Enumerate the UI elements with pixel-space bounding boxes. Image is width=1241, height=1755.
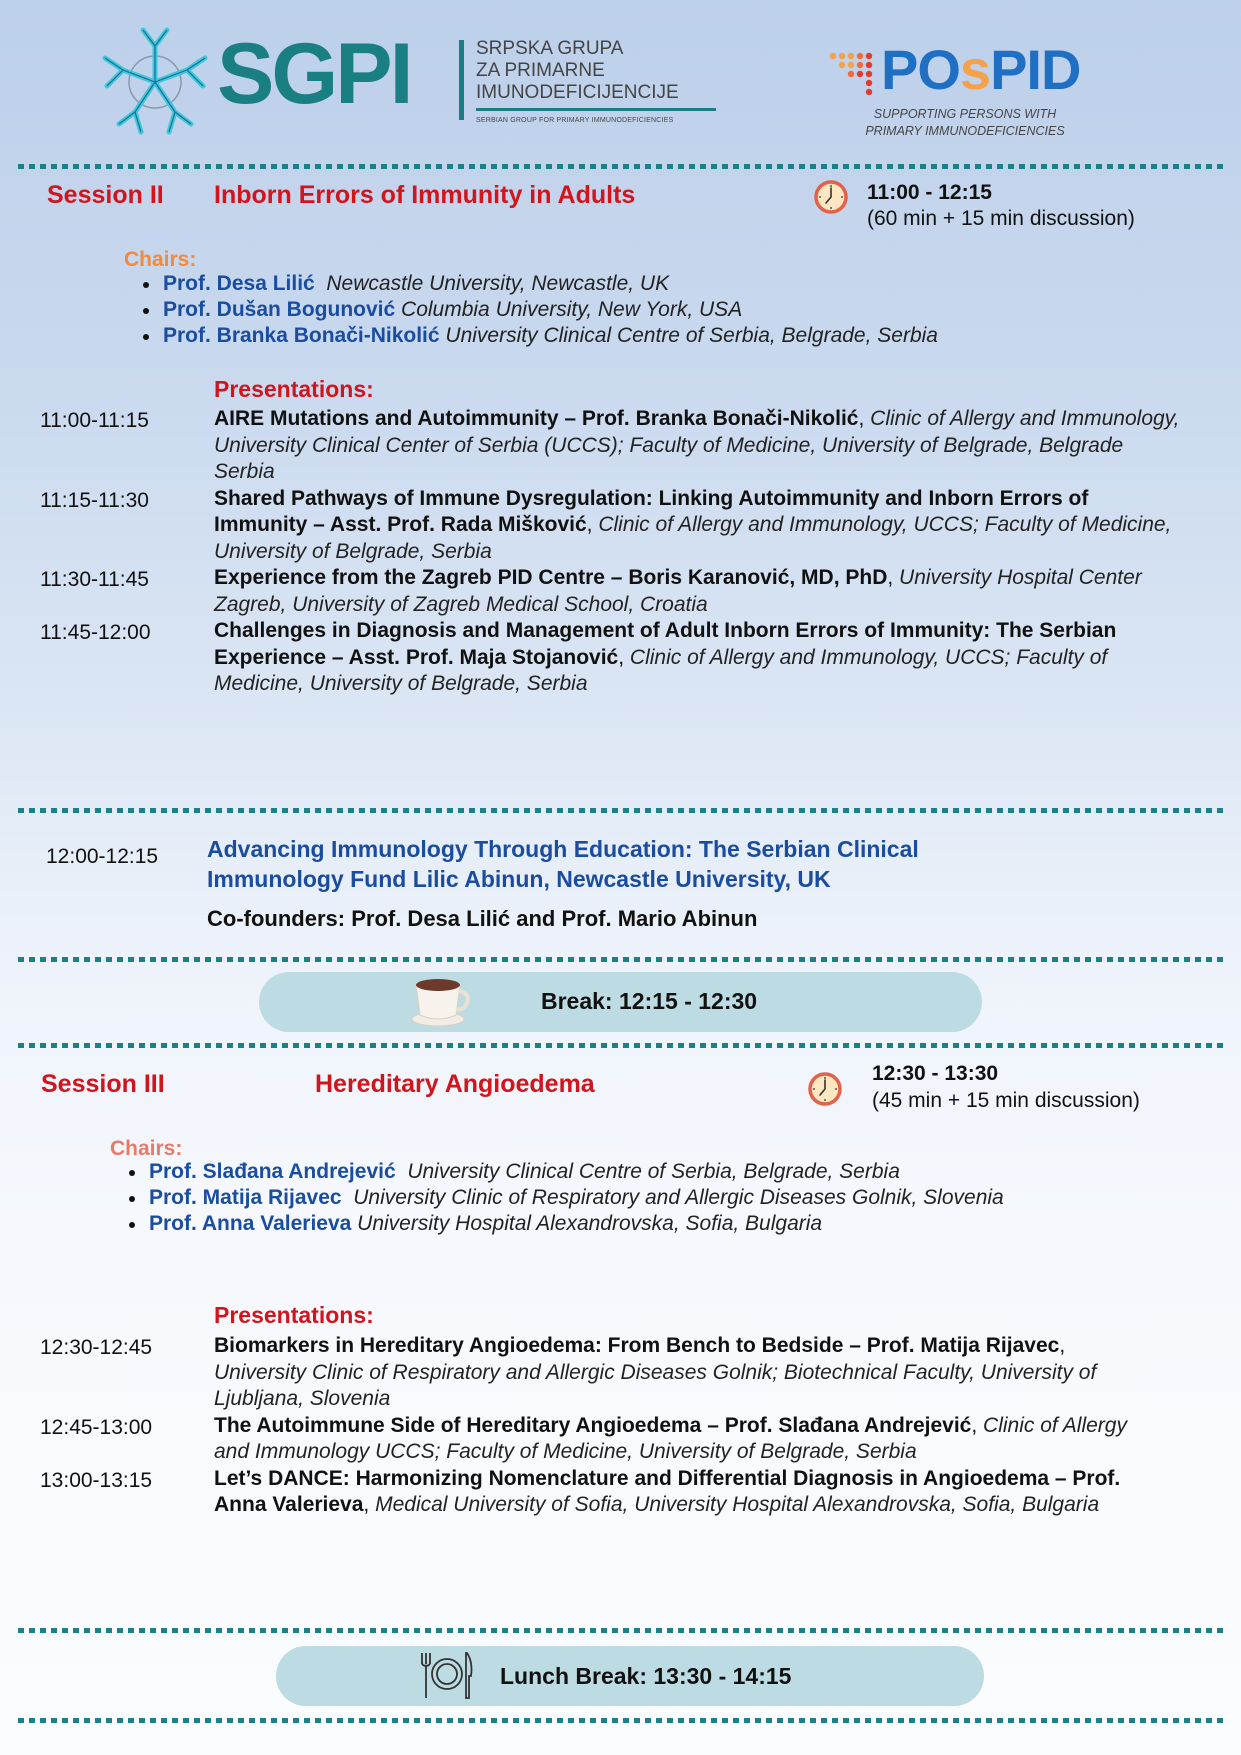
presentation-item: AIRE Mutations and Autoimmunity – Prof. Branka Bonači-Nikolić, Clinic of Allergy and Immunology, University Clinical Center of Serbia (UCCS); Faculty of Medicine, University of Belgrade, Belgrade Serbia — [214, 407, 1180, 483]
presentation-item: Experience from the Zagreb PID Centre – Boris Karanović, MD, PhD, University Hospital Center Zagreb, University of Zagreb Medical School, Croatia — [214, 566, 1142, 616]
clock-icon — [814, 180, 848, 214]
presentation-time: 11:00-11:15 — [40, 409, 149, 432]
presentation-row — [40, 486, 1200, 566]
sgpi-acronym-box — [217, 26, 453, 122]
session2-presentations-label: Presentations: — [214, 376, 374, 402]
session3-chairs-label: Chairs: — [110, 1137, 183, 1160]
session3-presentations-label: Presentations: — [214, 1302, 374, 1328]
divider — [18, 1628, 1223, 1633]
session3-presentations-list — [40, 1333, 1200, 1519]
session2-label: Session II — [47, 181, 164, 209]
sgpi-underline — [476, 108, 716, 111]
chair-item: Prof. Slađana Andrejević University Clinical Centre of Serbia, Belgrade, Serbia — [149, 1159, 1109, 1185]
pospid-tagline-1: SUPPORTING PERSONS WITH — [873, 107, 1057, 121]
session2-presentations-list — [40, 406, 1200, 698]
plate-cutlery-icon — [417, 1650, 477, 1702]
coffee-cup-icon — [408, 975, 474, 1029]
presentation-time: 12:45-13:00 — [40, 1415, 153, 1439]
pospid-wordmark — [881, 40, 1080, 100]
chair-item: Prof. Dušan Bogunović Columbia University, New York, USA — [163, 297, 1223, 323]
break-label: Break: 12:15 - 12:30 — [541, 988, 758, 1014]
presentation-row — [40, 1333, 1200, 1413]
presentation-time: 11:30-11:45 — [40, 568, 149, 591]
lunch-label: Lunch Break: 13:30 - 14:15 — [500, 1663, 792, 1689]
session2-title: Inborn Errors of Immunity in Adults — [214, 181, 636, 209]
presentation-time: 13:00-13:15 — [40, 1468, 153, 1492]
special-cofounders: Co-founders: Prof. Desa Lilić and Prof. Mario Abinun — [207, 906, 758, 931]
pospid-s: s — [959, 38, 991, 101]
presentation-item: Challenges in Diagnosis and Management of Adult Inborn Errors of Immunity: The Serbian Experience – Asst. Prof. Maja Stojanović, Clinic of Allergy and Immunology, UCCS; Faculty of Medicine, University of Belgrade, Serbia — [214, 619, 1117, 695]
presentation-time: 11:15-11:30 — [40, 488, 149, 512]
presentation-row — [40, 406, 1200, 486]
sgpi-acronym: SGPI — [217, 26, 411, 122]
chair-item: Prof. Desa Lilić Newcastle University, Newcastle, UK — [163, 271, 1223, 297]
dot-grid-icon — [829, 52, 881, 96]
clock-icon — [808, 1072, 842, 1106]
special-title-line1: Advancing Immunology Through Education: The Serbian Clinical — [207, 836, 919, 862]
sgpi-subtitle: SERBIAN GROUP FOR PRIMARY IMMUNODEFICIENCIES — [476, 117, 674, 124]
sgpi-divider — [459, 40, 464, 120]
chair-item: Prof. Matija Rijavec University Clinic of Respiratory and Allergic Diseases Golnik, Slovenia — [149, 1185, 1109, 1211]
session3-title: Hereditary Angioedema — [315, 1070, 595, 1098]
pospid-po: PO — [881, 38, 960, 101]
pospid-tagline-2: PRIMARY IMMUNODEFICIENCIES — [865, 124, 1065, 138]
session3-duration: (45 min + 15 min discussion) — [872, 1089, 1140, 1112]
pospid-logo — [825, 40, 1115, 140]
special-title-line2: Immunology Fund Lilic Abinun, Newcastle University, UK — [207, 866, 831, 892]
antibody-emblem-icon — [95, 24, 215, 136]
sgpi-line2: ZA PRIMARNE — [476, 60, 605, 81]
presentation-row — [40, 1413, 1200, 1466]
session3-chairs-list — [123, 1159, 1109, 1237]
presentation-row — [40, 565, 1200, 618]
sgpi-line1: SRPSKA GRUPA — [476, 38, 624, 59]
pospid-pid: PID — [990, 38, 1081, 101]
divider — [18, 1043, 1223, 1048]
presentation-item: Let’s DANCE: Harmonizing Nomenclature and Differential Diagnosis in Angioedema – Prof. Anna Valerieva, Medical University of Sofia, University Hospital Alexandrovska, Sofia, Bulgaria — [214, 1466, 1121, 1516]
chair-item: Prof. Branka Bonači-Nikolić University Clinical Centre of Serbia, Belgrade, Serbia — [163, 323, 1223, 349]
session2-time: 11:00 - 12:15 — [867, 181, 992, 204]
sgpi-logo — [95, 24, 715, 136]
presentation-time: 11:45-12:00 — [40, 621, 151, 644]
presentation-item: The Autoimmune Side of Hereditary Angioedema – Prof. Slađana Andrejević, Clinic of Allergy and Immunology UCCS; Faculty of Medicine, University of Belgrade, Serbia — [214, 1413, 1127, 1463]
session2-chairs-list — [137, 271, 1223, 349]
presentation-item: Shared Pathways of Immune Dysregulation: Linking Autoimmunity and Inborn Errors of Immunity – Asst. Prof. Rada Mišković, Clinic of Allergy and Immunology, UCCS; Faculty of Medicine, University of Belgrade, Serbia — [214, 486, 1172, 563]
special-time: 12:00-12:15 — [46, 845, 159, 868]
presentation-item: Biomarkers in Hereditary Angioedema: From Bench to Bedside – Prof. Matija Rijavec, University Clinic of Respiratory and Allergic Diseases Golnik; Biotechnical Faculty, University of Ljubljana, Slovenia — [214, 1334, 1097, 1410]
chair-item: Prof. Anna Valerieva University Hospital Alexandrovska, Sofia, Bulgaria — [149, 1211, 1109, 1237]
divider — [18, 957, 1223, 962]
divider — [18, 164, 1223, 169]
presentation-time: 12:30-12:45 — [40, 1336, 153, 1359]
presentation-row — [40, 1466, 1200, 1519]
divider — [18, 808, 1223, 813]
session2-duration: (60 min + 15 min discussion) — [867, 207, 1135, 230]
divider — [18, 1718, 1223, 1723]
presentation-row — [40, 618, 1200, 698]
sgpi-line3: IMUNODEFICIJENCIJE — [476, 82, 679, 103]
session3-label: Session III — [41, 1070, 165, 1098]
session2-chairs-label: Chairs: — [124, 248, 197, 271]
session3-time: 12:30 - 13:30 — [872, 1062, 999, 1085]
